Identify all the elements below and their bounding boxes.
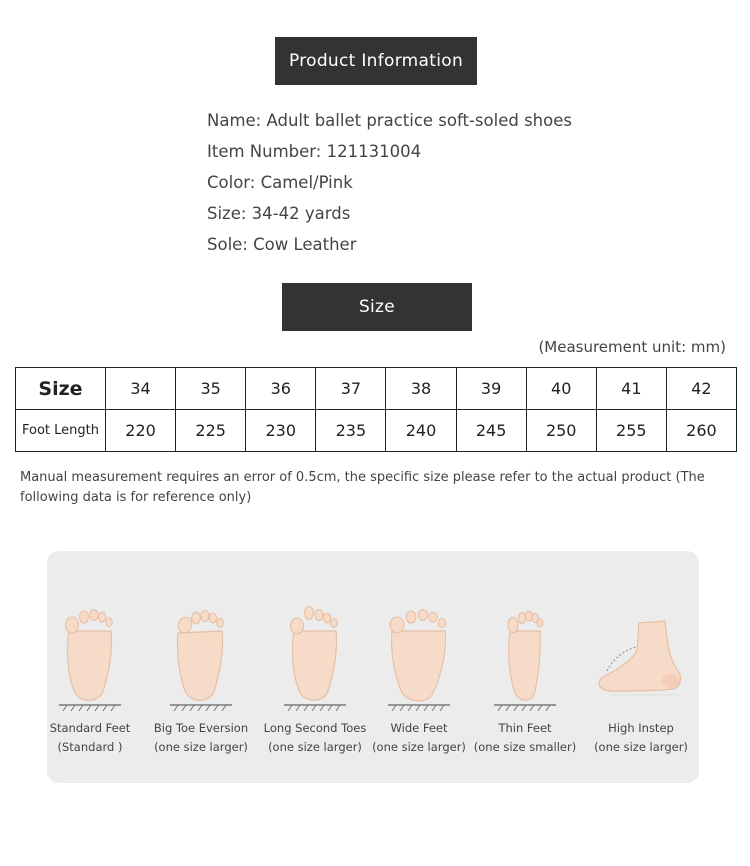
info-item-number: Item Number: 121131004: [207, 142, 422, 161]
size-chart-table: [15, 367, 737, 452]
foot-length-row: [16, 410, 737, 452]
foot-type-wide: [361, 601, 477, 757]
foot-type-standard: [32, 601, 148, 757]
size-title: Size: [358, 297, 396, 317]
size-row: [16, 368, 737, 410]
product-information-title: Product Information: [288, 51, 464, 71]
foot-type-advice: (one size larger): [594, 740, 688, 754]
size-banner: [282, 283, 472, 331]
foot-type-advice: (one size larger): [154, 740, 248, 754]
foot-types-panel: [47, 551, 699, 783]
size-cell: 39: [456, 368, 526, 410]
foot-type-big-toe-eversion: [143, 601, 259, 757]
foot-type-name: Thin Feet: [498, 721, 552, 735]
measurement-note: Manual measurement requires an error of 0.5cm, the specific size please refer to the actual product (The following data is for reference only): [20, 470, 705, 505]
size-cell: 37: [316, 368, 386, 410]
foot-type-advice: (one size larger): [372, 740, 466, 754]
length-cell: 225: [176, 410, 246, 452]
info-name: Name: Adult ballet practice soft-soled shoes: [207, 111, 572, 130]
size-cell: 36: [246, 368, 316, 410]
size-cell: 41: [596, 368, 666, 410]
foot-type-name: High Instep: [608, 721, 674, 735]
measurement-unit-note: (Measurement unit: mm): [538, 338, 726, 356]
size-cell: 38: [386, 368, 456, 410]
standard-foot-icon: [55, 601, 125, 711]
foot-type-name: Long Second Toes: [263, 721, 367, 735]
length-cell: 240: [386, 410, 456, 452]
size-cell: 35: [176, 368, 246, 410]
foot-type-high-instep: [583, 601, 699, 757]
foot-type-advice: (one size smaller): [473, 740, 577, 754]
size-row-header: Size: [16, 368, 106, 410]
foot-type-name: Wide Feet: [390, 721, 448, 735]
foot-type-long-second-toes: [257, 601, 373, 757]
thin-foot-icon: [490, 601, 560, 711]
high-instep-foot-icon: [591, 601, 691, 711]
length-cell: 260: [666, 410, 736, 452]
info-color: Color: Camel/Pink: [207, 173, 353, 192]
product-information-banner: [275, 37, 477, 85]
info-size: Size: 34-42 yards: [207, 204, 351, 223]
length-cell: 220: [106, 410, 176, 452]
foot-type-name: Big Toe Eversion: [153, 721, 249, 735]
length-cell: 245: [456, 410, 526, 452]
size-cell: 34: [106, 368, 176, 410]
size-cell: 40: [526, 368, 596, 410]
foot-type-advice: (one size larger): [268, 740, 362, 754]
info-sole: Sole: Cow Leather: [207, 235, 357, 254]
foot-length-row-header: Foot Length: [16, 410, 106, 452]
size-cell: 42: [666, 368, 736, 410]
big-toe-eversion-foot-icon: [166, 601, 236, 711]
long-second-toe-foot-icon: [280, 601, 350, 711]
foot-type-name: Standard Feet: [49, 721, 131, 735]
length-cell: 255: [596, 410, 666, 452]
product-info-list: [207, 108, 572, 263]
length-cell: 230: [246, 410, 316, 452]
foot-type-thin: [467, 601, 583, 757]
wide-foot-icon: [384, 601, 454, 711]
length-cell: 250: [526, 410, 596, 452]
length-cell: 235: [316, 410, 386, 452]
foot-type-advice: (Standard ): [57, 740, 123, 754]
